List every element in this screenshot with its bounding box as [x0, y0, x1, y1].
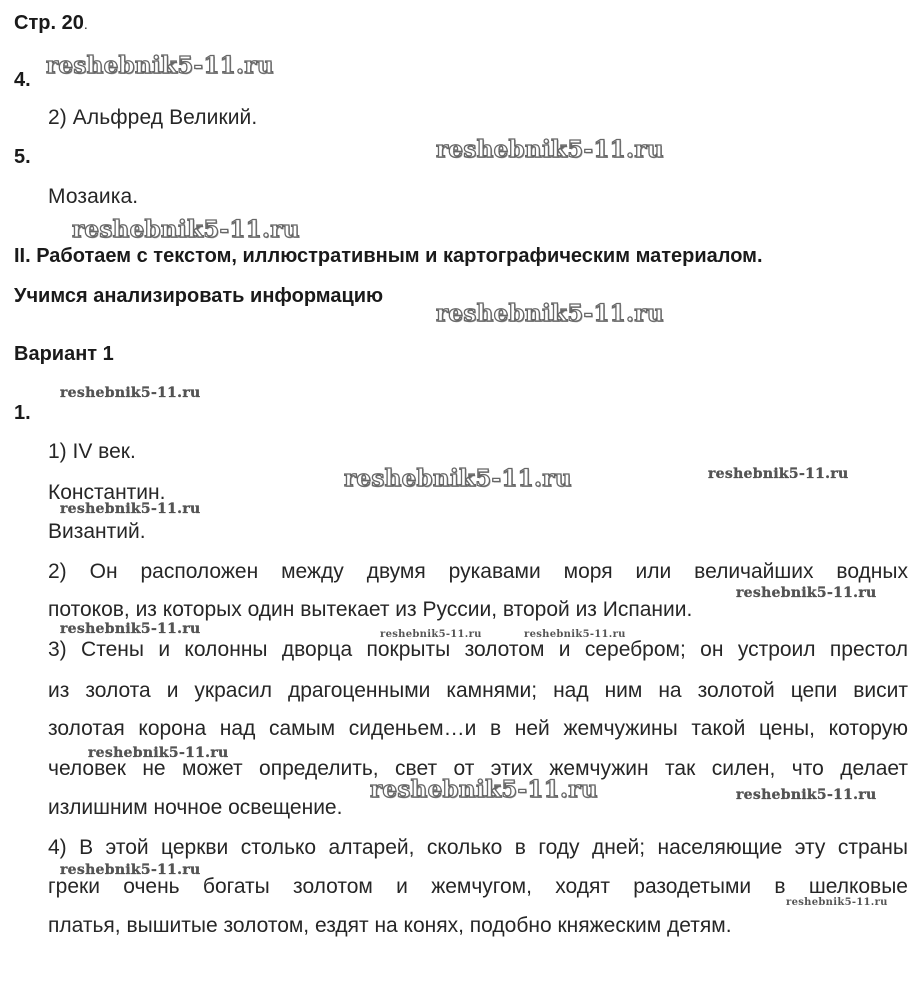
watermark: reshebnik5-11.ru [370, 776, 598, 803]
watermark: reshebnik5-11.ru [344, 465, 572, 492]
answer-line: 3) Стены и колонны дворца покрыты золотом и серебром; он устроил престол [48, 638, 908, 661]
answer-line: 4) В этой церкви столько алтарей, сколько в году дней; населяющие эту страны [48, 836, 908, 859]
question-5-number: 5. [14, 146, 31, 168]
answer-line: золотая корона над самым сиденьем…и в ней жемчужины такой цены, которую [48, 717, 908, 740]
question-4-number: 4. [14, 69, 31, 91]
watermark: reshebnik5-11.ru [88, 745, 229, 761]
question-5-answer: Мозаика. [48, 185, 139, 208]
answer-line: Византий. [48, 520, 146, 543]
watermark: reshebnik5-11.ru [46, 52, 274, 79]
question-4-answer: 2) Альфред Великий. [48, 106, 258, 129]
watermark: reshebnik5-11.ru [524, 629, 626, 640]
answer-line: 2) Он расположен между двумя рукавами моря или величайших водных [48, 560, 908, 583]
watermark: reshebnik5-11.ru [380, 629, 482, 640]
watermark: reshebnik5-11.ru [60, 501, 201, 517]
watermark: reshebnik5-11.ru [436, 300, 664, 327]
page-number: Стр. 20. [14, 12, 88, 34]
answer-line: платья, вышитые золотом, ездят на конях, подобно княжеским детям. [48, 914, 732, 937]
watermark: reshebnik5-11.ru [786, 897, 888, 908]
watermark: reshebnik5-11.ru [436, 136, 664, 163]
watermark: reshebnik5-11.ru [736, 787, 877, 803]
question-1-number: 1. [14, 402, 31, 424]
watermark: reshebnik5-11.ru [60, 385, 201, 401]
watermark: reshebnik5-11.ru [60, 862, 201, 878]
page-number-dot: . [83, 16, 88, 32]
answer-line: излишним ночное освещение. [48, 796, 343, 819]
answer-line: человек не может определить, свет от этих жемчужин так силен, что делает [48, 757, 908, 780]
answer-line: греки очень богаты золотом и жемчугом, ходят разодетыми в шелковые [48, 875, 908, 898]
watermark: reshebnik5-11.ru [60, 621, 201, 637]
answer-line: из золота и украсил драгоценными камнями; над ним на золотой цепи висит [48, 679, 908, 702]
answer-line: потоков, из которых один вытекает из Руссии, второй из Испании. [48, 598, 693, 621]
answer-line: 1) IV век. [48, 440, 136, 463]
watermark: reshebnik5-11.ru [736, 585, 877, 601]
answer-line: Константин. [48, 481, 166, 504]
watermark: reshebnik5-11.ru [708, 466, 849, 482]
variant-heading: Вариант 1 [14, 343, 114, 365]
section-subtitle: Учимся анализировать информацию [14, 285, 384, 307]
section-title: II. Работаем с текстом, иллюстративным и картографическим материалом. [14, 245, 763, 267]
watermark: reshebnik5-11.ru [72, 216, 300, 243]
